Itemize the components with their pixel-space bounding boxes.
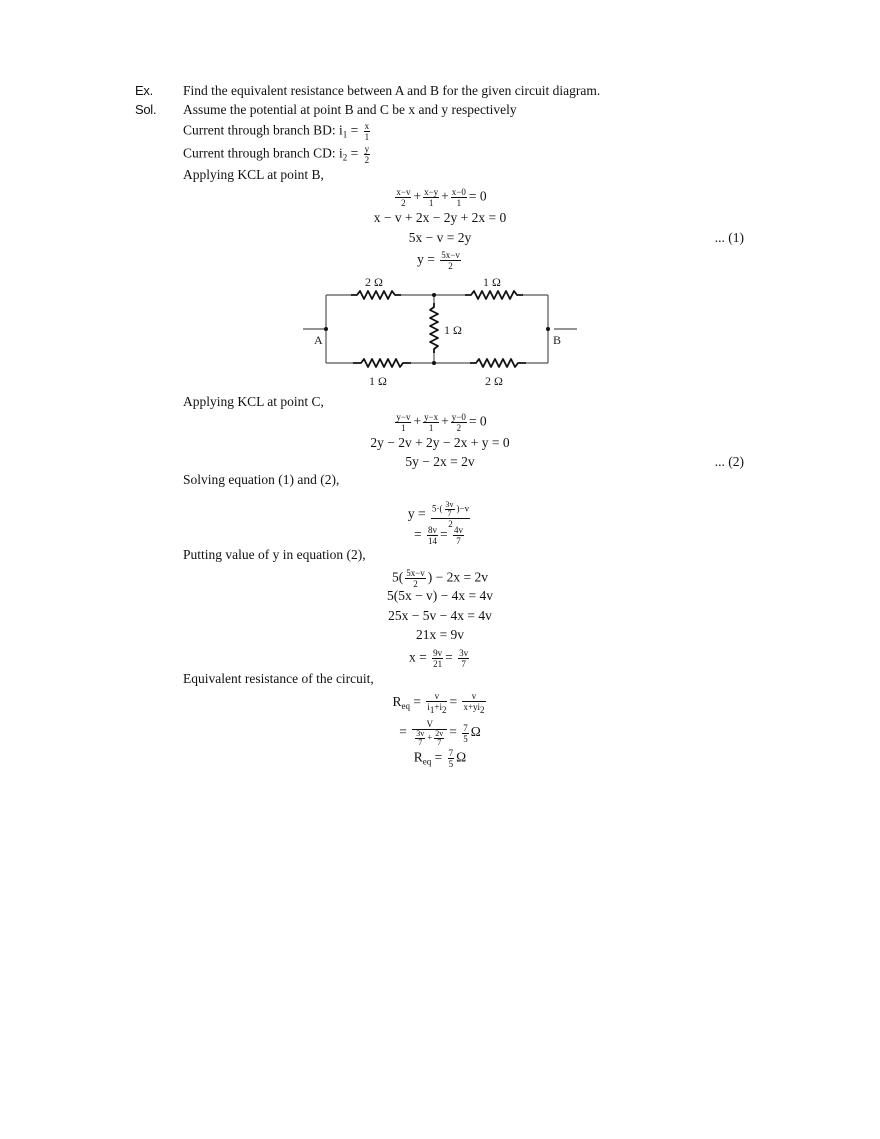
math-text: 1 — [428, 198, 434, 208]
math-text: 1 — [456, 198, 462, 208]
math-text: + — [441, 188, 449, 204]
math-text: x+yi — [463, 702, 481, 712]
solution-label: Sol. — [135, 102, 157, 117]
math-text: y−x — [424, 412, 439, 422]
subscript: 2 — [342, 152, 348, 163]
denominator — [426, 702, 447, 715]
math-text: 7 — [463, 722, 468, 733]
math-text: V — [426, 719, 433, 729]
resistor-top-right-label: 1 Ω — [483, 275, 501, 289]
math-text: = — [431, 749, 446, 765]
math-text: + — [413, 413, 422, 429]
math-text: 21x = 9v — [415, 627, 465, 642]
fraction — [423, 187, 439, 208]
equation — [0, 525, 880, 546]
math-text: v — [471, 691, 477, 701]
subscript: 1 — [342, 129, 348, 140]
math-text: 7 — [461, 659, 466, 669]
equation — [0, 691, 880, 715]
math-text: = — [445, 649, 457, 665]
math-text: Applying KCL at point B, — [183, 167, 324, 182]
equation — [0, 607, 880, 625]
text-line — [183, 166, 324, 184]
math-text: Current through branch CD: i — [183, 145, 343, 161]
fraction — [432, 648, 443, 669]
math-text: 2 — [364, 155, 370, 165]
numerator — [364, 144, 371, 155]
math-text: = — [409, 694, 425, 710]
math-text: x−y — [424, 187, 439, 197]
resistor-middle — [430, 303, 438, 353]
equation — [0, 412, 880, 433]
denominator — [462, 702, 485, 715]
math-text: 1 — [401, 423, 406, 433]
fraction — [445, 501, 455, 518]
question-text: Find the equivalent resistance between A and B for the given circuit diagram. — [183, 83, 601, 98]
fraction — [458, 648, 469, 669]
subscript: eq — [401, 701, 410, 712]
math-text: x = — [408, 649, 431, 665]
math-text: Assume the potential at point B and C be x and y respectively — [183, 102, 517, 117]
numerator — [395, 412, 411, 423]
denominator — [423, 198, 439, 208]
fraction — [448, 748, 455, 769]
math-text: 7 — [418, 738, 423, 747]
denominator — [445, 510, 455, 518]
numerator — [364, 121, 371, 132]
fraction — [426, 691, 447, 715]
math-text: 3v — [445, 500, 454, 509]
text-line — [183, 121, 372, 144]
numerator — [431, 501, 470, 519]
resistor-top-left — [351, 291, 401, 299]
numerator — [426, 691, 447, 702]
fraction — [423, 412, 439, 433]
resistor-middle-label: 1 Ω — [444, 323, 462, 337]
equation — [0, 648, 880, 669]
math-text: x − v + 2x − 2y + 2x = 0 — [373, 210, 507, 225]
denominator — [364, 132, 371, 142]
equation-number: ... (2) — [714, 454, 744, 469]
resistor-bottom-right — [470, 359, 526, 367]
fraction — [453, 525, 464, 546]
equation — [0, 587, 880, 605]
fraction — [415, 730, 425, 747]
math-text: 1 — [428, 423, 434, 433]
subscript: 2 — [441, 705, 447, 715]
equation — [0, 719, 880, 747]
math-text: y−0 — [451, 412, 466, 422]
math-text: 3v — [416, 729, 425, 738]
denominator — [440, 261, 461, 271]
math-text: Ω — [470, 724, 481, 740]
text-line — [183, 471, 339, 489]
math-text: 7 — [437, 738, 442, 747]
math-text: 21 — [433, 659, 443, 669]
numerator — [427, 525, 438, 536]
math-text: 2v — [435, 729, 444, 738]
denominator — [423, 423, 439, 433]
numerator — [448, 748, 455, 759]
fraction — [395, 412, 411, 433]
fraction — [451, 187, 467, 208]
text-line — [183, 393, 324, 411]
numerator — [432, 648, 443, 659]
fraction — [412, 719, 447, 747]
equation — [0, 187, 880, 208]
fraction — [364, 144, 371, 165]
denominator — [453, 536, 464, 546]
math-text: y = — [417, 251, 439, 267]
fraction — [462, 691, 485, 715]
math-text: 5( — [391, 569, 404, 585]
math-text: +i — [434, 702, 442, 712]
math-text: 5x−v — [441, 250, 460, 260]
math-text: 2 — [413, 579, 418, 589]
numerator — [462, 691, 485, 702]
denominator — [458, 659, 469, 669]
fraction — [434, 730, 444, 747]
circuit-diagram — [303, 275, 577, 389]
math-text: 9v — [433, 648, 443, 658]
math-text: 14 — [428, 536, 437, 546]
math-text: y = — [407, 506, 430, 522]
math-text: 2 — [456, 423, 462, 433]
fraction — [395, 187, 411, 208]
equation — [0, 748, 880, 771]
math-text: Putting value of y in equation (2), — [183, 547, 366, 562]
math-text: 2 — [448, 519, 453, 529]
math-text: + — [427, 732, 433, 743]
math-text: 7 — [447, 509, 452, 518]
math-text: 5x − v = 2y — [408, 230, 472, 245]
denominator — [415, 739, 425, 747]
node-a-label: A — [314, 333, 323, 347]
numerator — [405, 568, 426, 579]
math-text: Applying KCL at point C, — [183, 394, 324, 409]
math-text: 5(5x − v) − 4x = 4v — [386, 588, 494, 603]
example-label: Ex. — [135, 83, 153, 98]
equation — [0, 209, 880, 227]
fraction — [364, 121, 371, 142]
math-text: Equivalent resistance of the circuit, — [183, 671, 374, 686]
equation — [0, 250, 880, 271]
subscript: 1 — [429, 705, 435, 715]
math-text: 2 — [401, 198, 406, 208]
denominator — [395, 423, 411, 433]
numerator — [462, 723, 469, 734]
math-text: 5y − 2x = 2v — [405, 454, 475, 469]
math-text: = 0 — [468, 413, 487, 429]
math-text: 5 — [463, 733, 468, 744]
math-text: = — [449, 694, 461, 710]
denominator — [395, 198, 411, 208]
math-text: 3v — [459, 648, 469, 658]
equation — [0, 453, 880, 471]
math-text: 8v — [428, 525, 437, 535]
math-text: = — [440, 526, 451, 542]
fraction — [451, 412, 467, 433]
math-text: Ω — [456, 749, 467, 765]
fraction — [462, 723, 469, 744]
numerator — [451, 412, 467, 423]
text-line — [183, 546, 366, 564]
math-text: 5 — [448, 759, 454, 769]
math-text: 5·( — [432, 503, 443, 514]
subscript: 2 — [480, 705, 485, 715]
math-text: Solving equation (1) and (2), — [183, 472, 340, 487]
math-text: = — [347, 145, 362, 161]
resistor-top-left-label: 2 Ω — [365, 275, 383, 289]
math-text: )−v — [456, 503, 470, 514]
denominator — [432, 659, 443, 669]
subscript: eq — [422, 756, 432, 767]
math-text: x — [364, 121, 370, 131]
math-text: = — [414, 526, 425, 542]
math-text: 5x−v — [406, 568, 425, 578]
numerator — [395, 187, 411, 198]
math-text: R — [413, 749, 423, 765]
math-text: R — [392, 694, 402, 710]
resistor-bottom-left — [353, 359, 411, 367]
math-text: y — [364, 144, 370, 154]
numerator — [453, 525, 464, 536]
math-text: 7 — [448, 748, 454, 758]
math-text: x−0 — [451, 187, 466, 197]
fraction — [405, 568, 426, 589]
numerator — [423, 412, 439, 423]
equation-number: ... (1) — [714, 230, 744, 245]
math-text: 25x − 5v − 4x = 4v — [388, 608, 492, 623]
equation — [0, 626, 880, 644]
denominator — [451, 198, 467, 208]
denominator — [364, 155, 371, 165]
math-text: x−v — [396, 187, 411, 197]
math-text: v — [434, 691, 440, 701]
math-text: 7 — [456, 536, 461, 546]
text-line — [183, 670, 374, 688]
equation — [0, 434, 880, 452]
numerator — [451, 187, 467, 198]
math-text: + — [413, 188, 422, 204]
denominator — [427, 536, 438, 546]
math-text: + — [441, 413, 449, 429]
denominator — [451, 423, 467, 433]
text-line — [183, 144, 372, 167]
node-b-label: B — [553, 333, 562, 347]
resistor-bottom-left-label: 1 Ω — [369, 374, 387, 388]
math-text: = — [347, 122, 362, 138]
math-text: 1 — [364, 132, 370, 142]
math-text: = — [399, 724, 411, 740]
resistor-top-right — [465, 291, 523, 299]
equation — [0, 568, 880, 589]
equation — [0, 229, 880, 247]
math-text: i — [427, 702, 430, 712]
math-text: ) − 2x = 2v — [427, 569, 489, 585]
math-text: y−v — [396, 412, 411, 422]
fraction — [427, 525, 438, 546]
numerator — [440, 250, 461, 261]
denominator — [412, 730, 447, 747]
math-text: 2y − 2v + 2y − 2x + y = 0 — [370, 435, 510, 450]
denominator — [448, 759, 455, 769]
math-text: 2 — [448, 261, 453, 271]
text-line — [183, 101, 517, 119]
math-text: = 0 — [468, 188, 487, 204]
math-text: = — [449, 724, 461, 740]
numerator — [423, 187, 439, 198]
numerator — [458, 648, 469, 659]
fraction — [440, 250, 461, 271]
denominator — [462, 734, 469, 744]
denominator — [434, 739, 444, 747]
math-text: Current through branch BD: i — [183, 122, 343, 138]
resistor-bottom-right-label: 2 Ω — [485, 374, 503, 388]
math-text: 4v — [454, 525, 463, 535]
